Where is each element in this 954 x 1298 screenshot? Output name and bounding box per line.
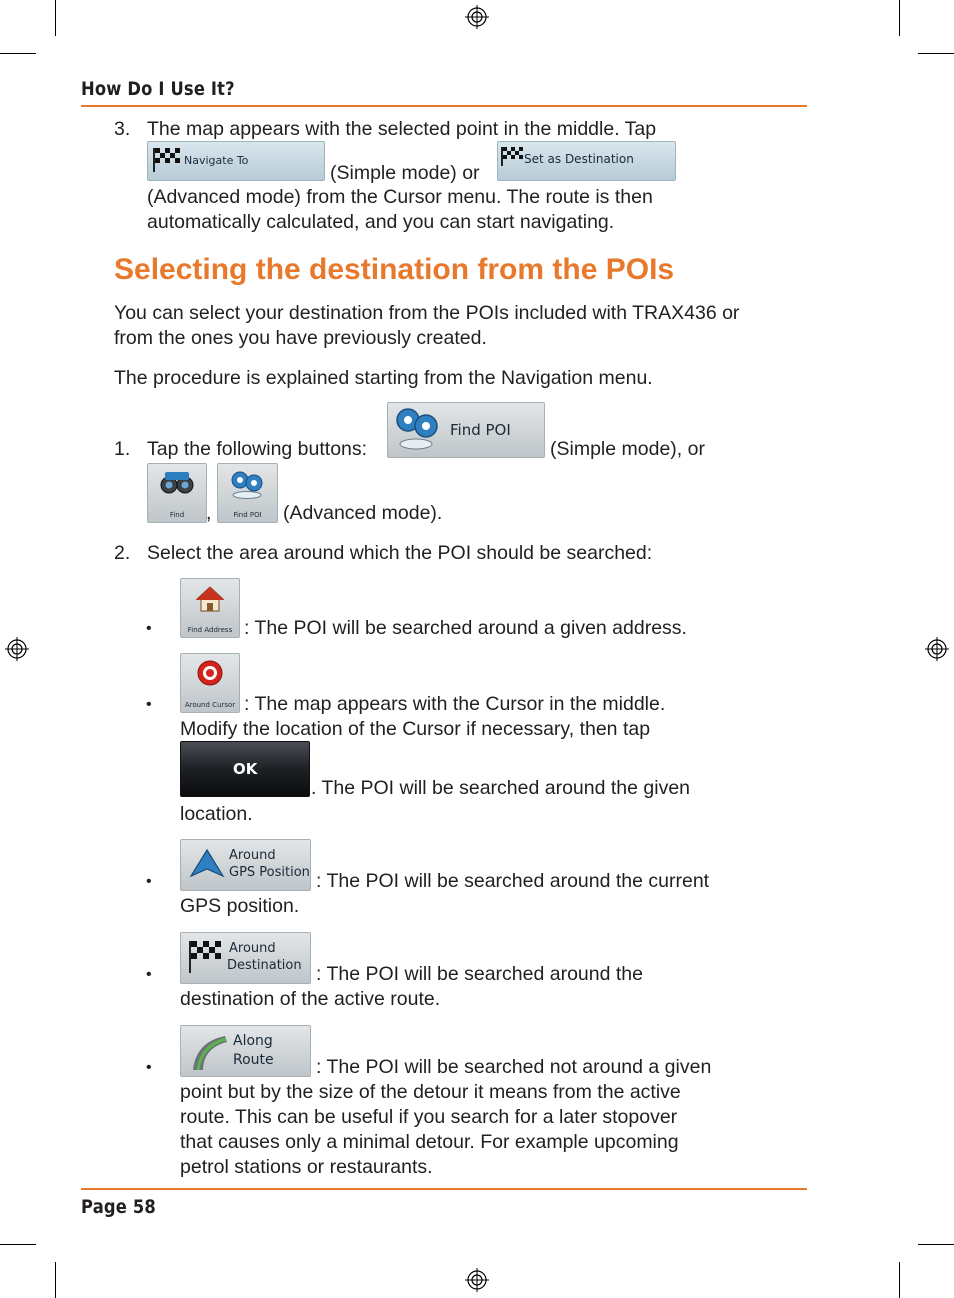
crop-mark <box>918 1244 954 1245</box>
around-gps-label-1: Around <box>229 848 276 863</box>
bullet: • <box>146 873 152 890</box>
find-label: Find <box>169 511 185 519</box>
cursor-target-icon <box>196 659 224 687</box>
house-icon <box>195 585 225 613</box>
running-header: How Do I Use It? <box>81 78 235 100</box>
around-cursor-button[interactable] <box>180 653 240 713</box>
checkered-flag-icon <box>187 939 223 973</box>
bullet5-line2: point but by the size of the detour it means from the active <box>180 1081 681 1103</box>
bullet: • <box>146 966 152 983</box>
around-gps-position-button[interactable] <box>180 839 311 891</box>
bullet1-text: : The POI will be searched around a given address. <box>244 617 687 639</box>
navigate-to-button[interactable] <box>147 141 325 181</box>
registration-mark-icon <box>925 637 949 661</box>
bullet4-line2: destination of the active route. <box>180 988 441 1010</box>
crop-mark <box>899 0 900 36</box>
bullet2-line1: : The map appears with the Cursor in the middle. <box>244 693 666 715</box>
checkered-flag-icon <box>500 146 524 166</box>
set-as-destination-label: Set as Destination <box>524 152 634 166</box>
poi-pins-icon <box>394 406 442 452</box>
checkered-flag-icon <box>151 146 181 172</box>
comma: , <box>206 502 212 524</box>
registration-mark-icon <box>5 637 29 661</box>
find-button[interactable] <box>147 463 207 523</box>
route-road-icon <box>189 1032 229 1070</box>
footer-rule <box>81 1188 807 1190</box>
bullet5-line1: : The POI will be searched not around a given <box>316 1056 712 1078</box>
ok-label: OK <box>233 760 258 778</box>
around-destination-label-1: Around <box>229 941 276 956</box>
find-poi-label: Find POI <box>450 421 511 439</box>
bullet3-line2: GPS position. <box>180 895 300 917</box>
header-rule <box>81 105 807 107</box>
bullet: • <box>146 1059 152 1076</box>
step-number: 3. <box>114 118 131 140</box>
step-number: 2. <box>114 542 131 564</box>
crop-mark <box>55 0 56 36</box>
step1-text-b: (Simple mode), or <box>550 438 705 460</box>
along-route-button[interactable] <box>180 1025 311 1077</box>
bullet3-line1: : The POI will be searched around the current <box>316 870 710 892</box>
crop-mark <box>55 1262 56 1298</box>
step1-text-c: (Advanced mode). <box>283 502 443 524</box>
around-destination-label-2: Destination <box>227 958 302 973</box>
bullet: • <box>146 620 152 637</box>
navigate-to-label: Navigate To <box>184 154 249 167</box>
step3-line4: automatically calculated, and you can start navigating. <box>147 211 615 233</box>
find-address-label: Find Address <box>187 626 233 634</box>
bullet5-line3: route. This can be useful if you search for a later stopover <box>180 1106 678 1128</box>
intro-line3: The procedure is explained starting from the Navigation menu. <box>114 367 653 389</box>
intro-line1: You can select your destination from the POIs included with TRAX436 or <box>114 302 740 324</box>
find-poi-small-button[interactable] <box>217 463 278 523</box>
crop-mark <box>0 53 36 54</box>
crop-mark <box>918 53 954 54</box>
gps-arrow-icon <box>189 848 225 880</box>
crop-mark <box>0 1244 36 1245</box>
poi-pins-icon <box>228 469 266 499</box>
bullet4-line1: : The POI will be searched around the <box>316 963 643 985</box>
bullet2-line2: Modify the location of the Cursor if necessary, then tap <box>180 718 651 740</box>
around-gps-label-2: GPS Position <box>229 865 310 880</box>
step3-simple-mode-text: (Simple mode) or <box>330 162 480 184</box>
step3-line1: The map appears with the selected point in the middle. Tap <box>147 118 657 140</box>
binoculars-icon <box>160 470 194 496</box>
registration-mark-icon <box>465 1268 489 1292</box>
find-address-button[interactable] <box>180 578 240 638</box>
along-route-label-1: Along <box>233 1033 273 1049</box>
step1-text-a: Tap the following buttons: <box>147 438 368 460</box>
along-route-label-2: Route <box>233 1052 274 1068</box>
bullet2-line4: location. <box>180 803 253 825</box>
find-poi-small-label: Find POI <box>233 511 262 519</box>
step-number: 1. <box>114 438 131 460</box>
find-poi-button[interactable] <box>387 402 545 458</box>
step3-line3: (Advanced mode) from the Cursor menu. The route is then <box>147 186 653 208</box>
bullet5-line4: that causes only a minimal detour. For example upcoming <box>180 1131 679 1153</box>
crop-mark <box>899 1262 900 1298</box>
page-number: Page 58 <box>81 1196 156 1218</box>
intro-line2: from the ones you have previously created. <box>114 327 487 349</box>
bullet: • <box>146 696 152 713</box>
section-heading: Selecting the destination from the POIs <box>114 253 675 286</box>
around-cursor-label: Around Cursor <box>184 701 236 709</box>
ok-button[interactable] <box>180 741 310 797</box>
step2-text: Select the area around which the POI should be searched: <box>147 542 653 564</box>
set-as-destination-button[interactable] <box>497 141 676 181</box>
around-destination-button[interactable] <box>180 932 311 984</box>
registration-mark-icon <box>465 5 489 29</box>
bullet2-line3: . The POI will be searched around the given <box>311 777 691 799</box>
bullet5-line5: petrol stations or restaurants. <box>180 1156 433 1178</box>
